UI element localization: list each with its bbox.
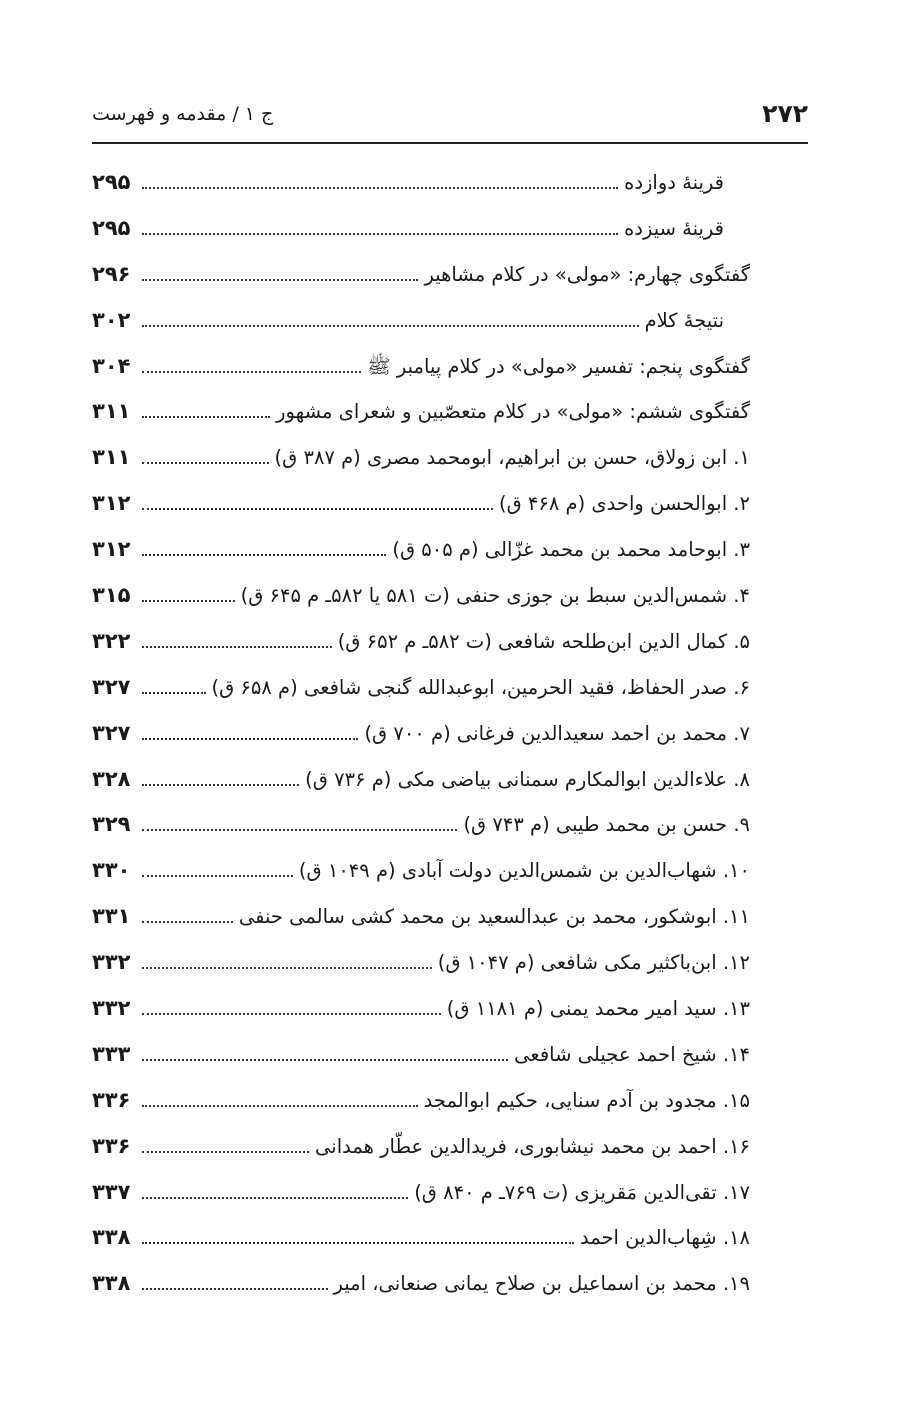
toc-entry [92, 721, 750, 767]
toc-entry [92, 675, 750, 721]
toc-entry-page: ۳۲۹ [92, 812, 131, 837]
dot-leader [142, 554, 386, 556]
toc-entry-page: ۳۱۱ [92, 399, 131, 424]
toc-entry-title: ۱۲. ابن‌باکثیر مکی شافعی (م ۱۰۴۷ ق) [437, 951, 750, 975]
toc-entry-title: ۱۷. تقی‌الدین مَقریزی (ت ۷۶۹ـ م ۸۴۰ ق) [414, 1180, 750, 1204]
toc-entry [92, 1271, 750, 1317]
toc-entry-page: ۳۳۲ [92, 950, 131, 975]
toc-entry-title: ۵. کمال الدین ابن‌طلحه شافعی (ت ۵۸۲ـ م ۶۵۲ ق) [337, 629, 750, 653]
running-title: ج ۱ / مقدمه و فهرست [92, 103, 274, 125]
toc-entry [92, 996, 750, 1042]
toc-entry [92, 354, 750, 400]
toc-entry-page: ۳۱۱ [92, 445, 131, 470]
dot-leader [142, 967, 432, 969]
toc-entry [92, 950, 750, 996]
dot-leader [142, 1105, 418, 1107]
toc-entry-title: نتیجهٔ کلام [644, 308, 724, 332]
toc-entry-page: ۳۳۶ [92, 1133, 131, 1158]
dot-leader [142, 921, 233, 923]
toc-entry-page: ۳۳۲ [92, 996, 131, 1021]
toc-entry [92, 262, 750, 308]
toc-entry-title: ۱۹. محمد بن اسماعیل بن صلاح یمانی صنعانی، امیر [333, 1272, 750, 1296]
dot-leader [142, 279, 418, 281]
toc-entry-title: قرینهٔ سیزده [624, 216, 724, 240]
dot-leader [142, 738, 358, 740]
toc-entry-title: ۱۶. احمد بن محمد نیشابوری، فریدالدین عطّار همدانی [315, 1134, 750, 1158]
page-number: ۲۷۲ [762, 99, 808, 128]
toc-entry-title: ۱۳. سید امیر محمد یمنی (م ۱۱۸۱ ق) [446, 997, 750, 1021]
toc-entry [92, 1180, 750, 1226]
toc-entry-title: ۴. شمس‌الدین سبط بن جوزی حنفی (ت ۵۸۱ یا ۵۸۲ـ م ۶۴۵ ق) [240, 584, 750, 608]
toc-entry-page: ۳۳۷ [92, 1179, 131, 1204]
toc-entry-page: ۲۹۵ [92, 215, 131, 240]
toc-entry-page: ۳۳۶ [92, 1087, 131, 1112]
dot-leader [142, 416, 270, 418]
toc-entry-title: ۶. صدر الحفاظ، فقید الحرمین، ابوعبدالله گنجی شافعی (م ۶۵۸ ق) [211, 675, 750, 699]
toc-entry [92, 583, 750, 629]
toc-entry [92, 491, 750, 537]
toc-entry [92, 812, 750, 858]
toc-entry-title: ۱۵. مجدود بن آدم سنایی، حکیم ابوالمجد [423, 1088, 750, 1112]
toc-entry-title: ۷. محمد بن احمد سعیدالدین فرغانی (م ۷۰۰ ق) [364, 721, 750, 745]
toc-entry-page: ۳۲۷ [92, 720, 131, 745]
toc-entry-page: ۳۳۸ [92, 1225, 131, 1250]
dot-leader [142, 371, 361, 373]
toc-entry [92, 767, 750, 813]
toc-entry-page: ۲۹۶ [92, 261, 131, 286]
toc-entry-title: ۸. علاءالدین ابوالمکارم سمنانی بیاضی مکی (م ۷۳۶ ق) [305, 767, 750, 791]
toc-entry-page: ۳۱۲ [92, 491, 131, 516]
toc-entry [92, 308, 750, 354]
toc-entry-title: ۲. ابوالحسن واحدی (م ۴۶۸ ق) [498, 492, 750, 516]
toc-entry-title: گفتگوی چهارم: «مولی» در کلام مشاهیر [424, 262, 750, 286]
toc-entry [92, 858, 750, 904]
dot-leader [142, 233, 618, 235]
dot-leader [142, 1059, 508, 1061]
dot-leader [142, 1288, 328, 1290]
dot-leader [142, 1151, 309, 1153]
toc-entry-title: ۳. ابوحامد محمد بن محمد غزّالی (م ۵۰۵ ق) [392, 538, 750, 562]
toc-entry-page: ۲۹۵ [92, 170, 131, 194]
toc-entry-title: ۱۸. شِهاب‌الدین احمد [579, 1226, 750, 1250]
toc-entry-page: ۳۰۲ [92, 307, 131, 332]
toc-entry [92, 445, 750, 491]
toc-entry [92, 170, 750, 216]
toc-entry [92, 216, 750, 262]
toc-entry-title: ۹. حسن بن محمد طیبی (م ۷۴۳ ق) [463, 813, 750, 837]
toc-entry-page: ۳۱۲ [92, 537, 131, 562]
dot-leader [142, 600, 235, 602]
toc-entry-title: گفتگوی ششم: «مولی» در کلام متعصّبین و شعرای مشهور [276, 400, 750, 424]
toc-entry-page: ۳۰۴ [92, 353, 131, 378]
dot-leader [142, 829, 457, 831]
dot-leader [142, 646, 332, 648]
toc-entry-page: ۳۳۰ [92, 858, 131, 883]
toc-entry-page: ۳۱۵ [92, 583, 131, 608]
toc-entry-title: ۱. ابن زولاق، حسن بن ابراهیم، ابومحمد مصری (م ۳۸۷ ق) [274, 446, 750, 470]
dot-leader [142, 508, 493, 510]
dot-leader [142, 692, 206, 694]
toc-entry [92, 1225, 750, 1271]
page-header [92, 95, 808, 135]
header-rule [92, 142, 808, 144]
toc-entry [92, 904, 750, 950]
dot-leader [142, 784, 299, 786]
toc-entry [92, 1134, 750, 1180]
toc-entry-title: ۱۱. ابوشکور، محمد بن عبدالسعید بن محمد کشی سالمی حنفی [238, 905, 750, 929]
table-of-contents [92, 170, 750, 1317]
toc-entry-title: ۱۴. شیخ احمد عجیلی شافعی [514, 1042, 750, 1066]
dot-leader [142, 1197, 408, 1199]
toc-entry [92, 399, 750, 445]
dot-leader [142, 325, 639, 327]
toc-entry-page: ۳۳۱ [92, 904, 131, 929]
dot-leader [142, 187, 618, 189]
toc-entry [92, 629, 750, 675]
toc-entry-page: ۳۳۸ [92, 1271, 131, 1296]
toc-entry-page: ۳۲۸ [92, 766, 131, 791]
toc-entry-title: گفتگوی پنجم: تفسیر «مولی» در کلام پیامبر ﷺ [367, 354, 750, 378]
toc-entry [92, 1088, 750, 1134]
dot-leader [142, 875, 293, 877]
dot-leader [142, 1242, 574, 1244]
toc-entry-page: ۳۲۷ [92, 674, 131, 699]
dot-leader [142, 1013, 441, 1015]
dot-leader [142, 462, 269, 464]
toc-entry [92, 1042, 750, 1088]
toc-entry-page: ۳۲۲ [92, 628, 131, 653]
toc-entry-page: ۳۳۳ [92, 1041, 131, 1066]
toc-entry-title: ۱۰. شهاب‌الدین بن شمس‌الدین دولت آبادی (م ۱۰۴۹ ق) [298, 859, 750, 883]
toc-entry-title: قرینهٔ دوازده [624, 171, 724, 194]
toc-entry [92, 537, 750, 583]
